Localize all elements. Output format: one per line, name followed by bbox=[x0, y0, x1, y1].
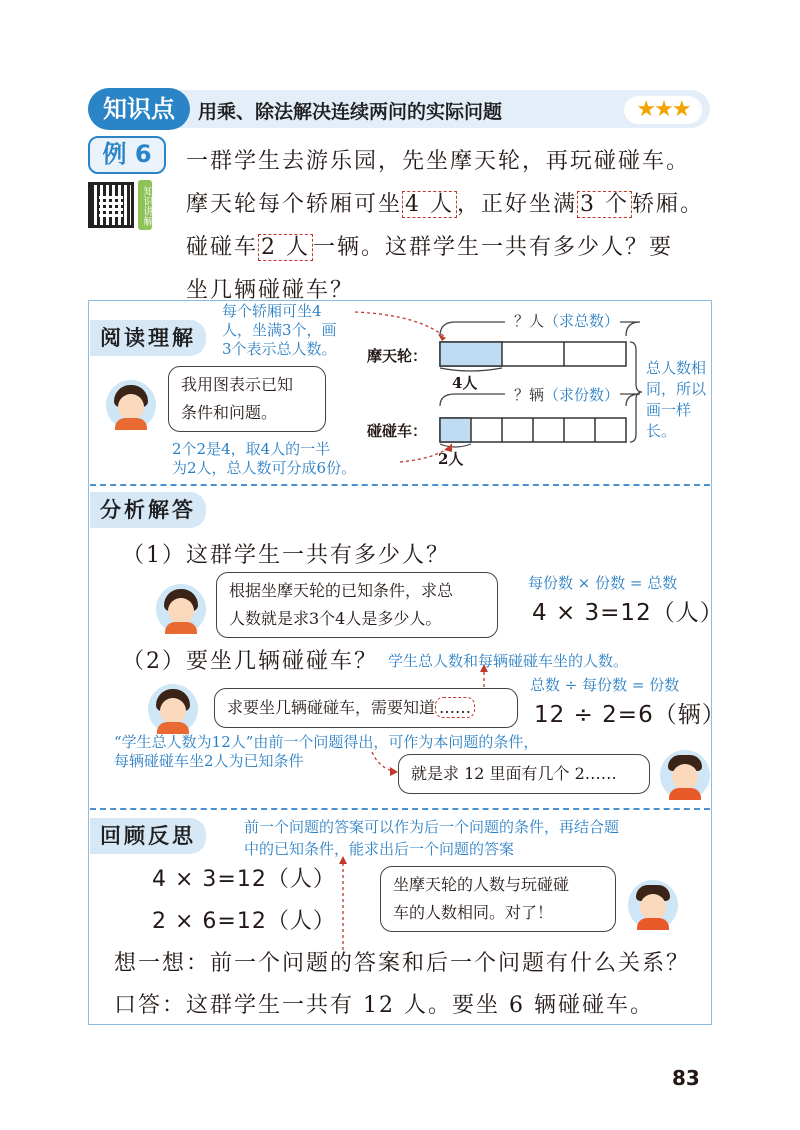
formula-1: 4 × 3=12（人） bbox=[532, 600, 724, 626]
girl-avatar-icon bbox=[148, 684, 198, 734]
problem-line-4: 坐几辆碰碰车？ bbox=[186, 278, 355, 303]
bumper-question: ？辆（求份数） bbox=[514, 386, 620, 404]
problem-line-2: 摩天轮每个轿厢可坐 4 人 ，正好坐满 3 个 轿厢。 bbox=[186, 192, 705, 217]
analysis-note-bottom: “学生总人数为12人”由前一个问题得出，可作为本问题的条件， 每辆碰碰车坐2人为已知条件 bbox=[114, 733, 539, 770]
knowledge-point-badge: 知识点 bbox=[88, 88, 190, 130]
sub-question-2-note: 学生总人数和每辆碰碰车坐的人数。 bbox=[388, 652, 629, 670]
ferris-question: ？人（求总数） bbox=[514, 312, 620, 330]
girl-avatar-icon bbox=[156, 584, 206, 634]
girl-avatar-icon bbox=[106, 380, 156, 430]
reading-bubble: 我用图表示已知 条件和问题。 bbox=[168, 366, 326, 432]
page-number: 83 bbox=[672, 1066, 700, 1090]
analysis-bubble-3: 就是求 12 里面有几个 2…… bbox=[398, 754, 650, 794]
difficulty-stars: ★★★ bbox=[624, 96, 702, 124]
highlight-4-people: 4 人 bbox=[402, 191, 457, 218]
analysis-bubble-2: 求要坐几辆碰碰车，需要知道 …… bbox=[214, 688, 518, 728]
analysis-bubble-1: 根据坐摩天轮的已知条件，求总 人数就是求3个4人是多少人。 bbox=[216, 572, 498, 638]
formula-2: 12 ÷ 2=6（辆） bbox=[534, 702, 726, 728]
knowledge-point-title: 用乘、除法解决连续两问的实际问题 bbox=[198, 101, 503, 123]
tab-review: 回顾反思 bbox=[90, 818, 206, 854]
note-right: 总人数相 同，所以 画一样 长。 bbox=[646, 359, 707, 440]
ferris-label: 摩天轮： bbox=[367, 347, 428, 365]
formula-1-note: 每份数 × 份数 = 总数 bbox=[528, 574, 678, 592]
tab-analysis: 分析解答 bbox=[90, 492, 206, 528]
bumper-label: 碰碰车： bbox=[367, 422, 428, 440]
highlight-3-cabins: 3 个 bbox=[577, 191, 632, 218]
problem-line-3: 碰碰车 2 人 一辆。这群学生一共有多少人？要 bbox=[186, 235, 674, 260]
think-question: 想一想：前一个问题的答案和后一个问题有什么关系？ bbox=[114, 951, 691, 976]
sub-question-1: （1）这群学生一共有多少人？ bbox=[122, 543, 450, 568]
example-badge: 例 6 bbox=[88, 136, 166, 174]
bumper-unit: 2人 bbox=[438, 450, 464, 468]
review-note: 前一个问题的答案可以作为后一个问题的条件，再结合题 中的已知条件，能求出后一个问题的答案 bbox=[244, 818, 620, 858]
oral-answer: 口答：这群学生一共有 12 人。要坐 6 辆碰碰车。 bbox=[114, 993, 654, 1018]
note-bottom: 2个2是4，取4人的一半 为2人，总人数可分成6份。 bbox=[172, 440, 357, 477]
ferris-unit: 4人 bbox=[452, 374, 478, 392]
review-bubble: 坐摩天轮的人数与玩碰碰 车的人数相同。对了！ bbox=[380, 866, 616, 932]
review-equation-1: 4 × 3=12（人） bbox=[152, 867, 336, 892]
qr-tag: 知识讲解 bbox=[138, 180, 152, 230]
problem-line-1: 一群学生去游乐园，先坐摩天轮，再玩碰碰车。 bbox=[186, 149, 691, 174]
highlight-2-people: 2 人 bbox=[258, 234, 313, 261]
boy-avatar-icon bbox=[660, 750, 710, 800]
sub-question-2: （2）要坐几辆碰碰车？ bbox=[122, 649, 378, 674]
review-equation-2: 2 × 6=12（人） bbox=[152, 909, 336, 934]
note-top: 每个轿厢可坐4 人，坐满3个，画 3个表示总人数。 bbox=[222, 302, 337, 358]
boy-avatar-icon bbox=[628, 880, 678, 930]
formula-2-note: 总数 ÷ 每份数 = 份数 bbox=[530, 676, 680, 694]
tab-reading: 阅读理解 bbox=[90, 320, 206, 356]
